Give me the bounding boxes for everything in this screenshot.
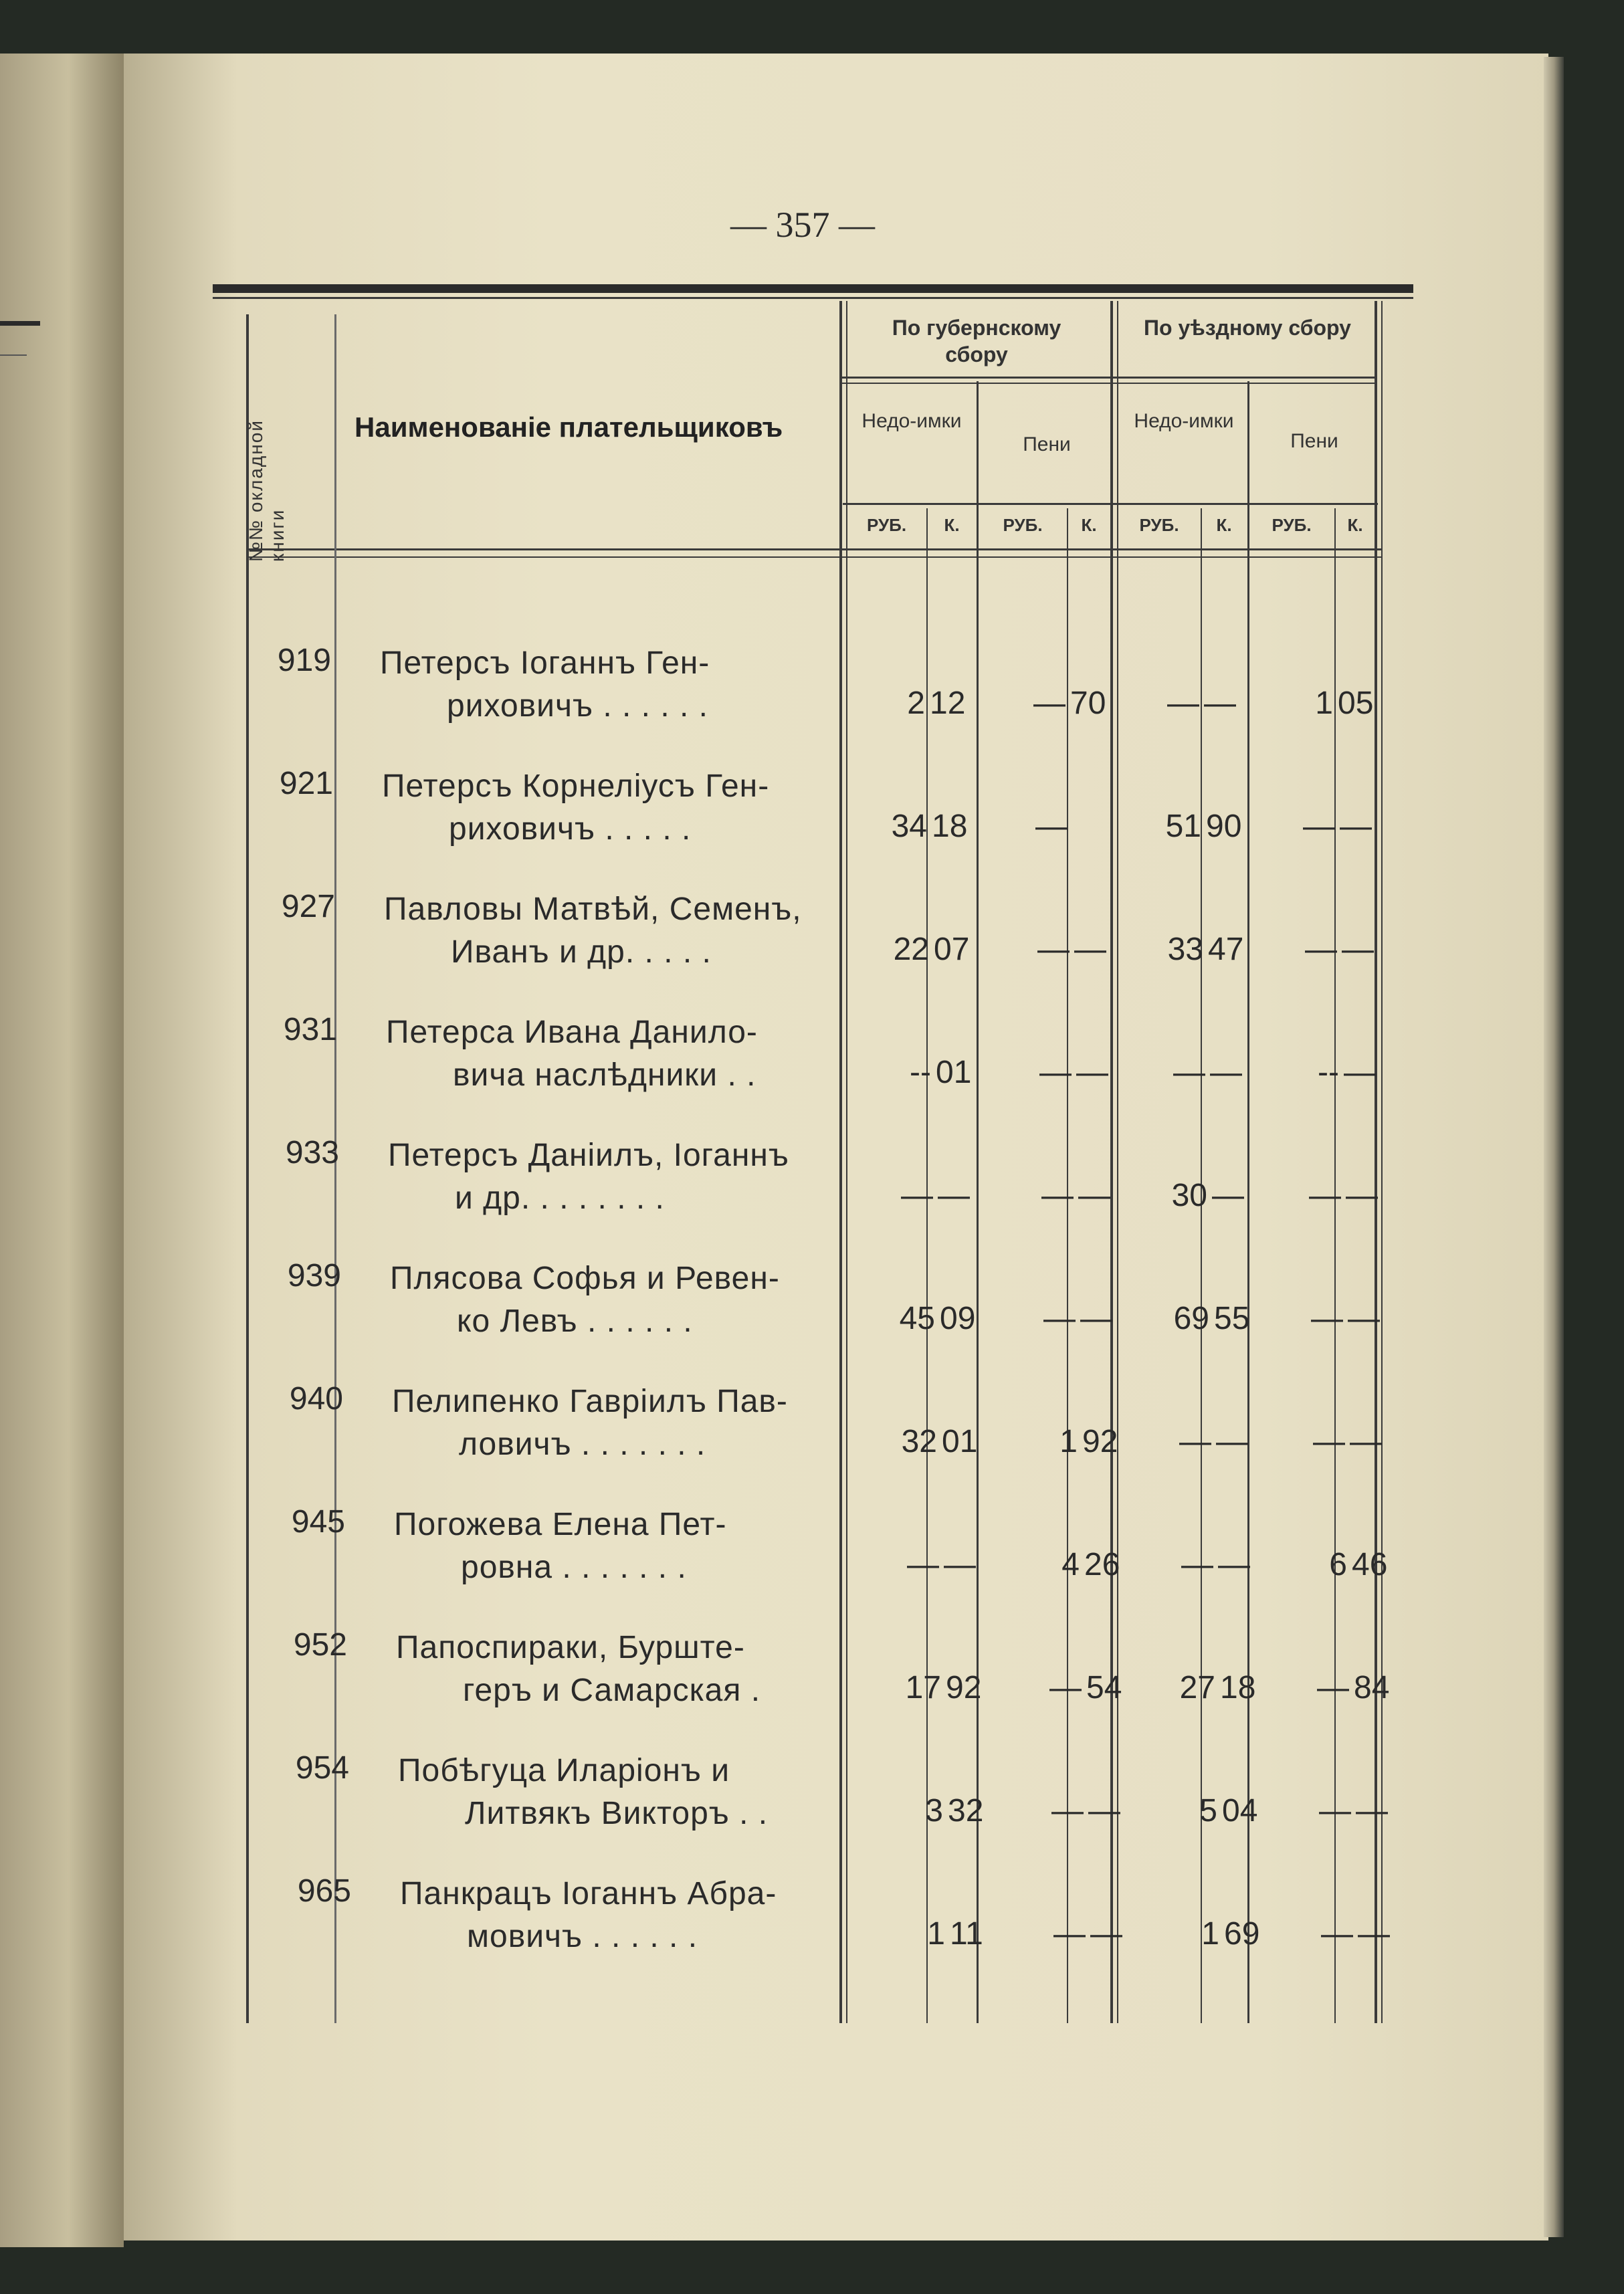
cell-g-pen-r: 1: [1059, 1424, 1078, 1459]
cell-u-ned-k: 55: [1214, 1301, 1250, 1336]
header-group-rule-2: [839, 383, 1375, 384]
cell-u-ned-k: —: [1204, 686, 1236, 721]
row-payer-name: [392, 1380, 853, 1466]
cell-g-ned-k: 12: [930, 686, 966, 721]
col-divider-u-ned-end: [1247, 381, 1249, 2023]
row-payer-name: [382, 765, 843, 851]
cell-u-pen-r: —: [1311, 1301, 1343, 1336]
cell-u-pen-k: 05: [1338, 686, 1374, 721]
cell-g-ned-r: —: [907, 1547, 939, 1582]
cell-u-ned-r: —: [1173, 1055, 1205, 1090]
header-bottom-rule: [247, 548, 1381, 550]
cell-g-pen-k: 54: [1086, 1670, 1122, 1705]
cell-u-ned-k: 47: [1208, 932, 1244, 967]
payer-name-line1: Петерсъ Корнеліусъ Ген-: [382, 768, 770, 804]
cell-g-pen-r: —: [1053, 1916, 1086, 1952]
header-kop: К.: [1216, 515, 1232, 535]
cell-u-pen-r: —: [1313, 1424, 1345, 1459]
table-right-border: [1375, 301, 1377, 2023]
cell-g-ned-k: 92: [946, 1670, 982, 1705]
cell-g-pen-r: —: [1039, 1055, 1072, 1090]
payer-name-line2: ловичъ . . . . . . .: [459, 1427, 706, 1462]
payer-name-line2: и др. . . . . . . .: [455, 1180, 665, 1216]
header-kop: К.: [1347, 515, 1363, 535]
header-book-number: №№ окладной книги: [245, 419, 288, 562]
header-district: По уѣздному сбору: [1144, 316, 1351, 340]
cell-u-pen-k: —: [1346, 1178, 1378, 1213]
row-book-number: 945: [291, 1504, 345, 1540]
cell-u-ned-r: 51: [1165, 809, 1201, 844]
row-payer-name: [394, 1503, 855, 1589]
cell-u-ned-r: 33: [1167, 932, 1203, 967]
cell-u-pen-r: —: [1303, 809, 1335, 844]
payer-name-line1: Плясова Софья и Ревен-: [390, 1261, 780, 1296]
cell-g-ned-k: 01: [942, 1424, 978, 1459]
cell-u-pen-r: --: [1318, 1055, 1339, 1090]
header-kop: К.: [944, 515, 960, 535]
table-right-border-2: [1381, 301, 1383, 2023]
payer-name-line2: Иванъ и др. . . . .: [451, 934, 712, 970]
header-bottom-rule-2: [247, 556, 1381, 558]
cell-g-pen-r: —: [1041, 1178, 1074, 1213]
cell-g-pen-r: —: [1035, 809, 1068, 844]
row-payer-name: [380, 642, 841, 728]
cell-g-ned-k: 11: [950, 1916, 983, 1952]
cell-g-ned-r: 3: [925, 1793, 943, 1829]
page-number: — 357 —: [730, 205, 875, 245]
header-rub: РУБ.: [1272, 515, 1312, 535]
cell-g-pen-r: —: [1033, 686, 1065, 721]
cell-g-ned-k: 07: [934, 932, 970, 967]
cell-g-pen-r: —: [1043, 1301, 1076, 1336]
cell-g-ned-r: 2: [907, 686, 925, 721]
cell-g-pen-k: 26: [1084, 1547, 1120, 1582]
cell-u-ned-r: 27: [1179, 1670, 1215, 1705]
cell-g-ned-k: —: [938, 1178, 970, 1213]
row-payer-name: [384, 888, 845, 974]
col-divider-group-2: [1117, 301, 1118, 2023]
cell-u-ned-r: 1: [1201, 1916, 1219, 1952]
col-divider-g-ned-end: [977, 381, 979, 2023]
row-payer-name: [388, 1134, 849, 1220]
row-book-number: 921: [279, 766, 333, 801]
cell-g-ned-k: —: [944, 1547, 976, 1582]
header-kop: К.: [1081, 515, 1097, 535]
cell-g-pen-r: —: [1037, 932, 1070, 967]
cell-u-ned-r: —: [1179, 1424, 1211, 1459]
cell-u-ned-r: 69: [1173, 1301, 1209, 1336]
cell-g-ned-r: --: [910, 1055, 931, 1090]
payer-name-line1: Пелипенко Гавріилъ Пав-: [392, 1384, 788, 1419]
cell-u-ned-r: 5: [1199, 1793, 1217, 1829]
payer-name-line2: мовичъ . . . . . .: [467, 1919, 698, 1954]
row-book-number: 954: [295, 1750, 349, 1786]
cell-g-pen-k: —: [1078, 1178, 1110, 1213]
row-book-number: 965: [297, 1873, 351, 1909]
header-rub: РУБ.: [1139, 515, 1179, 535]
row-book-number: 931: [283, 1012, 337, 1047]
row-book-number: 919: [277, 643, 331, 678]
payer-name-line1: Петерсъ Даніилъ, Іоганнъ: [388, 1138, 789, 1173]
row-payer-name: [398, 1750, 859, 1835]
row-payer-name: [396, 1627, 857, 1712]
payer-name-line1: Побѣгуца Иларіонъ и: [398, 1753, 730, 1788]
row-payer-name: [400, 1873, 861, 1958]
cell-u-pen-k: —: [1348, 1301, 1380, 1336]
header-payer-name: Наименованіе плательщиковъ: [354, 411, 783, 443]
payer-name-line1: Папоспираки, Бурште-: [396, 1630, 745, 1665]
row-book-number: 939: [287, 1258, 341, 1293]
header-arrears-district: Недо-имки: [1134, 410, 1234, 432]
table-top-rule-thin: [213, 297, 1413, 299]
cell-u-pen-k: 46: [1352, 1547, 1388, 1582]
cell-u-ned-k: —: [1212, 1178, 1244, 1213]
payer-name-line2: ко Левъ . . . . . .: [457, 1304, 693, 1339]
cell-u-ned-k: 18: [1220, 1670, 1256, 1705]
header-rub: РУБ.: [866, 515, 907, 535]
cell-g-ned-r: —: [901, 1178, 933, 1213]
payer-name-line1: Панкрацъ Іоганнъ Абра-: [400, 1876, 777, 1911]
cell-g-pen-k: —: [1076, 1055, 1108, 1090]
header-arrears-provincial: Недо-имки: [861, 410, 962, 432]
cell-u-pen-r: —: [1309, 1178, 1341, 1213]
header-group-rule: [839, 377, 1375, 379]
cell-g-ned-r: 17: [905, 1670, 941, 1705]
cell-u-pen-k: —: [1358, 1916, 1390, 1952]
header-provincial: По губернскому сбору: [892, 316, 1061, 367]
cell-u-pen-r: —: [1317, 1670, 1349, 1705]
payer-name-line1: Павловы Матвѣй, Семенъ,: [384, 892, 802, 927]
payer-name-line2: риховичъ . . . . . .: [447, 688, 709, 724]
header-penalties-provincial: Пени: [1023, 433, 1071, 455]
cell-u-pen-k: —: [1340, 809, 1372, 844]
payer-name-line2: ровна . . . . . . .: [461, 1550, 687, 1585]
cell-g-ned-r: 34: [891, 809, 927, 844]
row-book-number: 933: [285, 1135, 339, 1170]
cell-g-ned-k: 32: [948, 1793, 984, 1829]
cell-u-pen-k: —: [1344, 1055, 1376, 1090]
payer-name-line2: риховичъ . . . . .: [449, 811, 692, 847]
cell-g-ned-r: 22: [893, 932, 929, 967]
cell-g-pen-k: 70: [1070, 686, 1106, 721]
cell-g-pen-r: —: [1051, 1793, 1084, 1829]
cell-g-ned-k: 01: [936, 1055, 972, 1090]
cell-u-pen-r: 6: [1329, 1547, 1347, 1582]
payer-name-line1: Петерса Ивана Данило-: [386, 1015, 758, 1050]
cell-u-ned-k: 90: [1206, 809, 1242, 844]
payer-name-line1: Погожева Елена Пет-: [394, 1507, 727, 1542]
cell-u-ned-k: —: [1218, 1547, 1250, 1582]
cell-u-pen-r: —: [1305, 932, 1337, 967]
table-left-border: [246, 314, 249, 2023]
cell-u-ned-k: —: [1216, 1424, 1248, 1459]
cell-u-ned-r: 30: [1171, 1178, 1207, 1213]
cell-u-ned-r: —: [1167, 686, 1199, 721]
cell-u-pen-k: 84: [1354, 1670, 1390, 1705]
cell-u-pen-k: —: [1342, 932, 1374, 967]
row-payer-name: [386, 1011, 847, 1097]
cell-u-pen-r: —: [1321, 1916, 1353, 1952]
col-divider-group: [1110, 301, 1113, 2023]
cell-u-ned-k: —: [1210, 1055, 1242, 1090]
row-payer-name: [390, 1257, 851, 1343]
cell-g-ned-k: 09: [940, 1301, 976, 1336]
row-book-number: 927: [281, 889, 335, 924]
cell-g-ned-r: 1: [927, 1916, 945, 1952]
cell-g-pen-k: —: [1090, 1916, 1122, 1952]
row-book-number: 952: [293, 1627, 347, 1663]
row-book-number: 940: [289, 1381, 343, 1417]
cell-u-ned-r: —: [1181, 1547, 1213, 1582]
cell-g-ned-k: 18: [932, 809, 968, 844]
cell-u-pen-k: —: [1350, 1424, 1382, 1459]
payer-name-line1: Петерсъ Іоганнъ Ген-: [380, 645, 710, 681]
payer-name-line2: геръ и Самарская .: [463, 1673, 761, 1708]
cell-g-pen-k: —: [1074, 932, 1106, 967]
cell-u-pen-r: —: [1319, 1793, 1351, 1829]
cell-g-ned-r: 32: [901, 1424, 937, 1459]
cell-g-pen-k: —: [1088, 1793, 1120, 1829]
header-rub: РУБ.: [1003, 515, 1043, 535]
cell-g-pen-k: 92: [1082, 1424, 1118, 1459]
cell-g-ned-r: 45: [899, 1301, 935, 1336]
cell-u-ned-k: 04: [1222, 1793, 1258, 1829]
cell-u-pen-r: 1: [1315, 686, 1333, 721]
payer-name-line2: Литвякъ Викторъ . .: [465, 1796, 769, 1831]
cell-g-pen-k: —: [1080, 1301, 1112, 1336]
header-penalties-district: Пени: [1290, 430, 1338, 452]
payer-name-line2: вича наслѣдники . .: [453, 1057, 756, 1093]
cell-g-pen-r: —: [1049, 1670, 1082, 1705]
cell-g-pen-r: 4: [1061, 1547, 1080, 1582]
cell-u-ned-k: 69: [1224, 1916, 1260, 1952]
cell-u-pen-k: —: [1356, 1793, 1388, 1829]
table-top-rule: [213, 284, 1413, 293]
